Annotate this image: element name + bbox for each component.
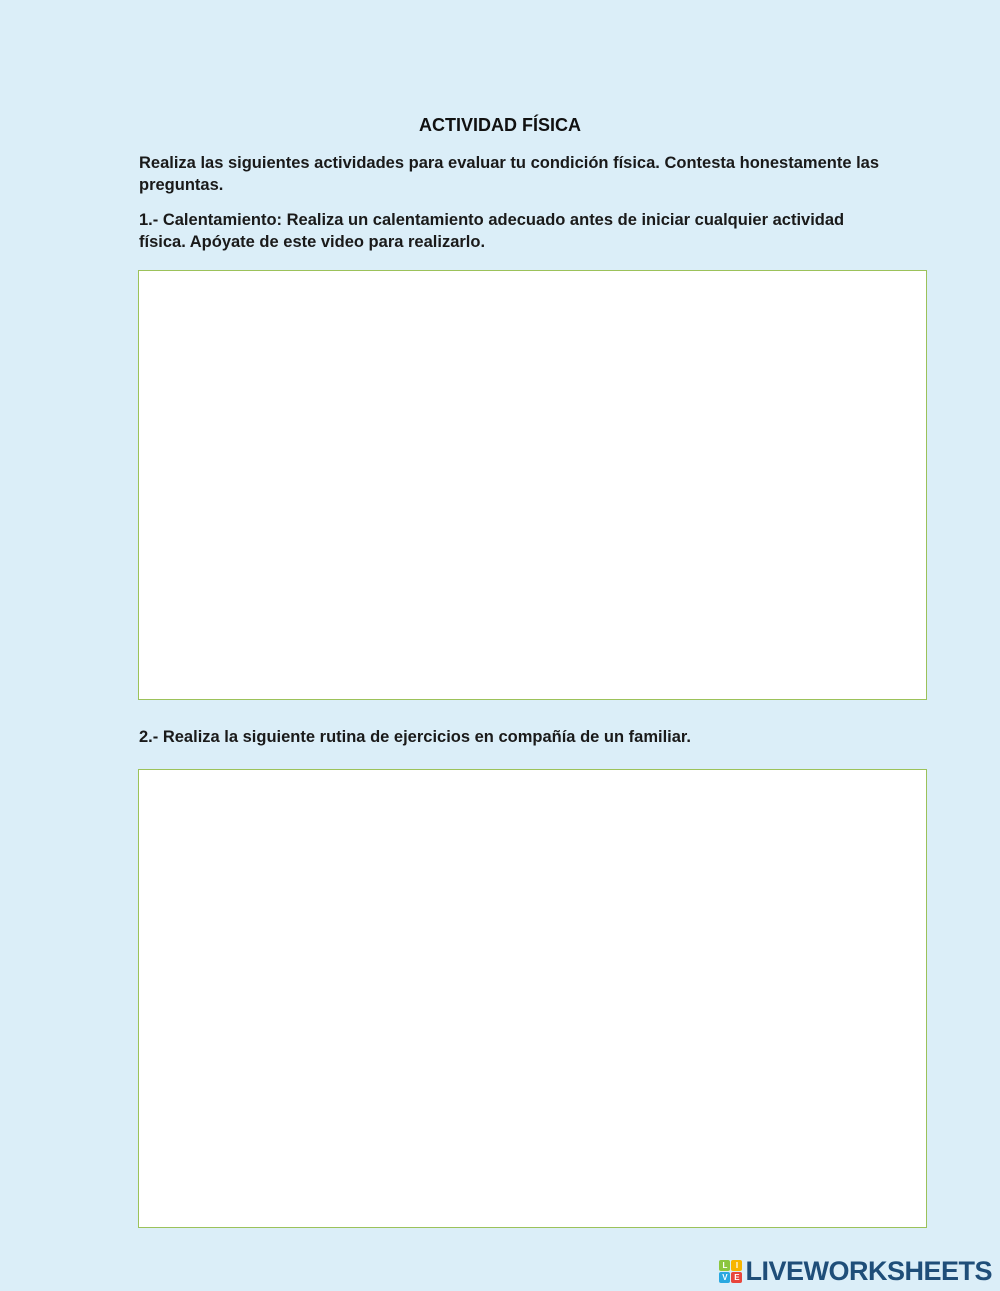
brand-name: LIVEWORKSHEETS (745, 1256, 992, 1286)
logo-letter: I (731, 1260, 742, 1271)
intro-text: Realiza las siguientes actividades para evaluar tu condición física. Contesta honestamente las preguntas. (139, 154, 880, 194)
video-embed-2[interactable] (138, 769, 927, 1228)
liveworksheets-brand[interactable] (719, 1256, 992, 1287)
logo-letter: V (719, 1272, 730, 1283)
question-2-text: 2.- Realiza la siguiente rutina de ejercicios en compañía de un familiar. (139, 728, 692, 746)
video-embed-1[interactable] (138, 270, 927, 700)
question-1-text: 1.- Calentamiento: Realiza un calentamiento adecuado antes de iniciar cualquier actividad física. Apóyate de este video para realizarlo. (139, 211, 845, 251)
logo-letter: L (719, 1260, 730, 1271)
logo-letter: E (731, 1272, 742, 1283)
liveworksheets-logo-icon (719, 1260, 742, 1283)
page-title: ACTIVIDAD FÍSICA (419, 115, 581, 135)
